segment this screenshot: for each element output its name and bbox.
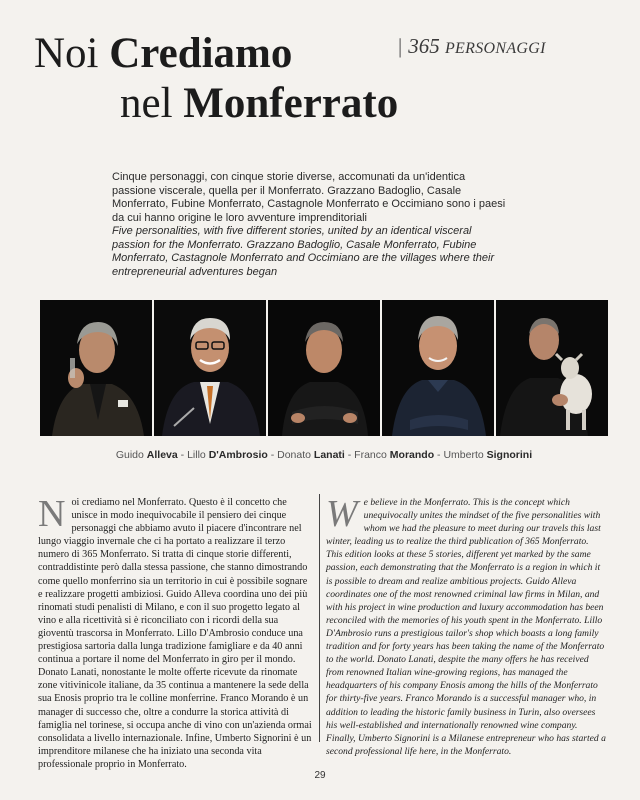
series-number: 365 — [408, 34, 440, 58]
caption-person-2: Lillo D'Ambrosio — [187, 449, 268, 461]
caption-person-4: Franco Morando — [354, 449, 435, 461]
series-word: PERSONAGGI — [444, 40, 546, 57]
portrait-strip — [40, 300, 608, 436]
caption-separator: - — [270, 449, 275, 461]
caption-person-3: Donato Lanati — [277, 449, 345, 461]
caption-separator: - — [437, 449, 441, 461]
series-label — [398, 34, 546, 59]
title-line-2 — [120, 82, 398, 126]
title-word-nel: nel — [120, 80, 173, 127]
caption-person-1: Guido Alleva — [115, 449, 178, 461]
portrait-photo-3 — [268, 300, 380, 436]
caption-separator: - — [180, 449, 185, 461]
title-word-noi: Noi — [34, 30, 99, 77]
column-divider — [319, 494, 320, 742]
drop-cap-it: N — [38, 493, 66, 535]
caption-separator: - — [347, 449, 352, 461]
portrait-photo-5 — [496, 300, 608, 436]
intro-italian: Cinque personaggi, con cinque storie diverse, accomunati da un'identica passione viscerale, quella per il Monferrato. Grazzano Badoglio, Casale Monferrato, Fubine Monferrato, Castagnole Monferrato e Occimiano sono i paesi da cui hanno origine le loro avventure imprenditoriali — [112, 171, 506, 224]
portrait-photo-4 — [382, 300, 494, 436]
body-italian-text: oi crediamo nel Monferrato. Questo è il concetto che unisce in modo inequivocabile il pensiero dei cinque personaggi che abbiamo avuto il piacere d'incontrare nel lungo viaggio invernale che ci ha portato a realizzare il terzo numero di 365 Monferrato. Si tratta di cinque storie differenti, contraddistinte però dalla stessa passione, che stanno dimostrando come quello monferrino sia un territorio in cui è possibile sognare e realizzare progetti ambiziosi. Guido Alleva coordina uno dei più rinomati studi penalisti di Milano, e con il suo progetto legato al vino e alla ricettività si è riconciliato con i ricordi della sua gioventù trascorsa in Monferrato. Lillo D'Ambrosio conduce una prestigiosa sartoria dalla lunga tradizione famigliare e da 40 anni continua a portare il nome del Monferrato in giro per il mondo. Donato Lanati, nonostante le molte offerte ricevute da rinomate zone vitivinicole italiane, da 35 continua a mantenere la sede della sua Enosis proprio tra le colline monferrine. Franco Morando è un manager di successo che, oltre a condurre la storica attività di famiglia nel torinese, si occupa anche di vino con un'azienda ormai consolidata a livello internazionale. Infine, Umberto Signorini è un imprenditore milanese che ha iniziato una seconda vita professionale proprio in Monferrato. — [38, 497, 312, 770]
title-word-monferrato: Monferrato — [183, 80, 399, 127]
title-word-crediamo: Crediamo — [109, 30, 293, 77]
portrait-caption — [40, 449, 608, 461]
body-italian — [38, 493, 314, 771]
drop-cap-en: W — [326, 493, 358, 535]
body-english — [326, 493, 606, 758]
page-number: 29 — [314, 770, 326, 781]
body-english-text: e believe in the Monferrato. This is the concept which unequivocally unites the mindset of the five personalities with whom we had the pleasure to meet during our travels this last winter, leading us to realize the third publication of 365 Monferrato. This edition looks at these 5 stories, different yet marked by the same passion, each demonstrating that the Monferrato is a region in which it is possible to dream and realize ambitious projects. Guido Alleva coordinates one of the most renowned criminal law firms in Milan, and with his project in wine production and luxury accommodation has been reconciled with the memories of his youth spent in the Monferrato. Lillo D'Ambrosio runs a prestigious tailor's shop which boasts a long family tradition and for forty years has been taking the name of the Monferrato to the world. Donato Lanati, despite the many offers he has received from renowned Italian wine-growing regions, has managed the headquarters of his company Enosis among the hills of the Monferrato for thirty-five years. Franco Morando is a successful manager who, in addition to leading the historic family business in Turin, also oversees his well-established and internationally renowned wine company. Finally, Umberto Signorini is a Milanese entrepreneur who has started a second professional life here, in the Monferrato. — [326, 497, 606, 757]
intro-english: Five personalities, with five different stories, united by an identical visceral passion for the Monferrato. Grazzano Badoglio, Casale Monferrato, Fubine Monferrato, Castagnole Monferrato and Occimiano are the villages where their entrepreneurial adventures began — [112, 225, 495, 278]
article-title — [34, 26, 624, 126]
portrait-photo-1 — [40, 300, 152, 436]
series-separator: | — [398, 34, 403, 58]
portrait-photo-2 — [154, 300, 266, 436]
title-line-1 — [34, 32, 292, 76]
caption-person-5: Umberto Signorini — [443, 449, 533, 461]
